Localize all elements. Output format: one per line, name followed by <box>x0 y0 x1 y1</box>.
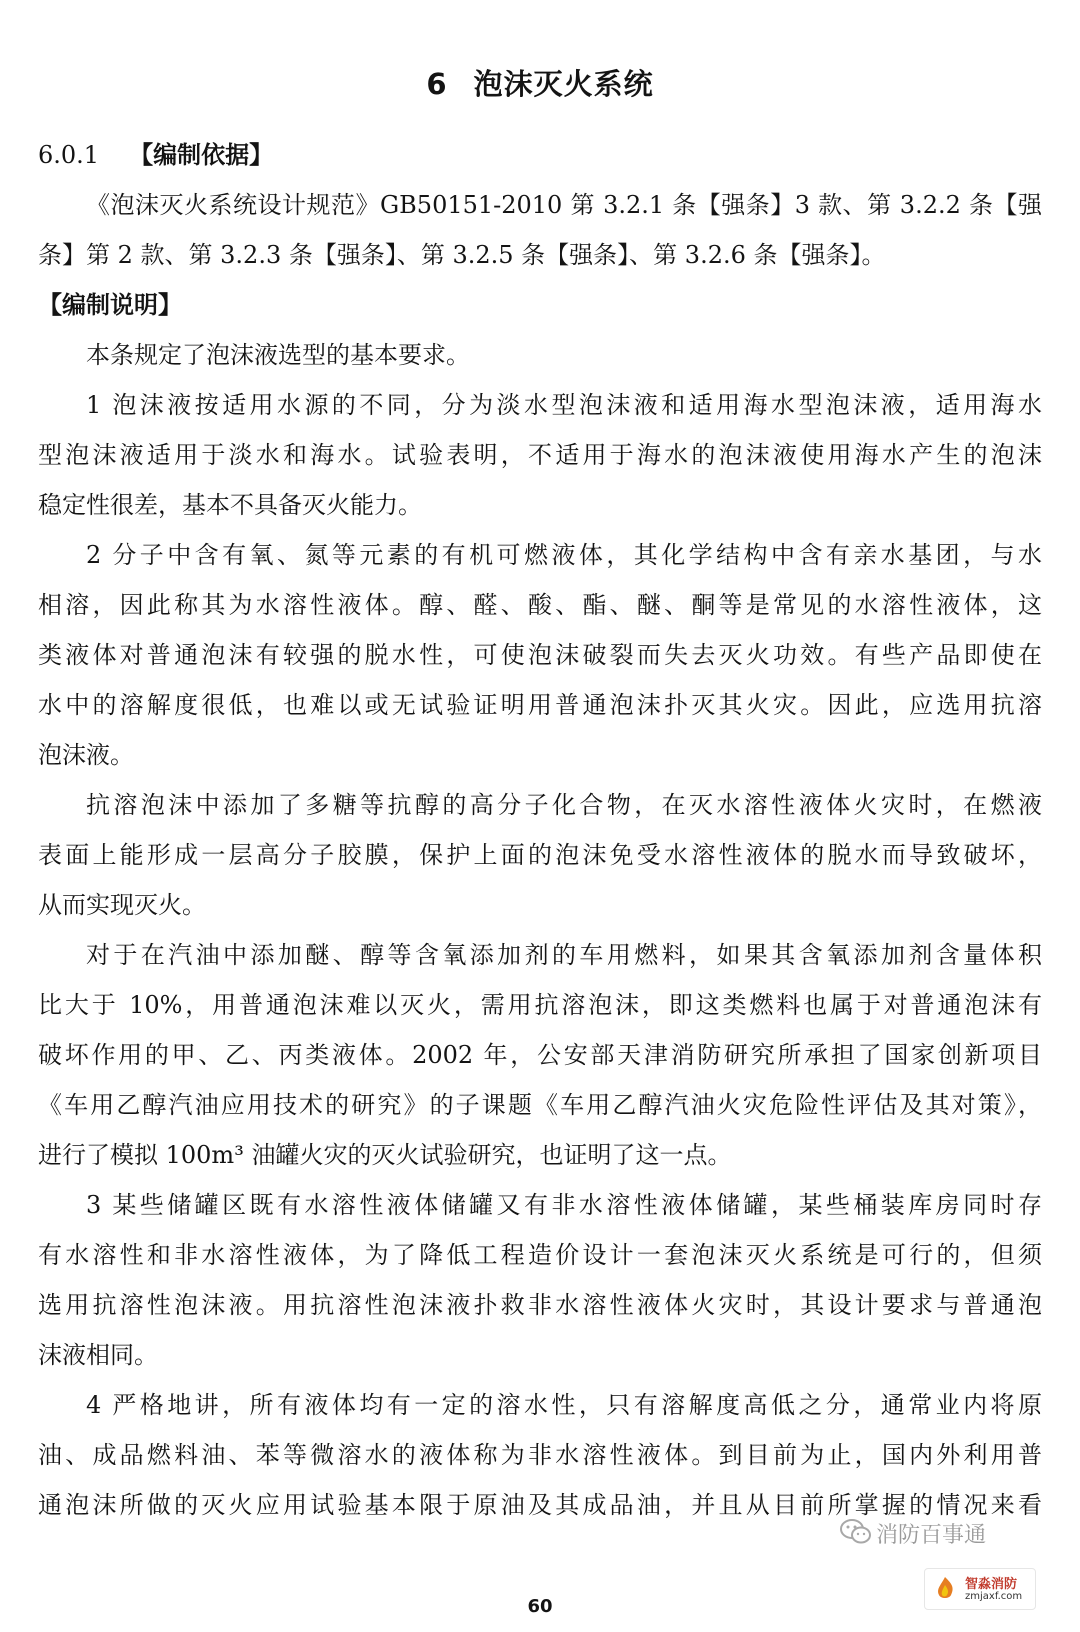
body-line: 对于在汽油中添加醚、醇等含氧添加剂的车用燃料，如果其含氧添加剂含量体积 <box>86 941 1042 969</box>
body-line: 泡沫液。 <box>38 741 134 769</box>
body-line: 1 泡沫液按适用水源的不同，分为淡水型泡沫液和适用海水型泡沫液，适用海水 <box>86 391 1042 419</box>
body-line: 《车用乙醇汽油应用技术的研究》的子课题《车用乙醇汽油火灾危险性评估及其对策》， <box>38 1091 1042 1119</box>
watermark-brand: 消防百事通 <box>876 1523 987 1548</box>
body-line: 4 严格地讲，所有液体均有一定的溶水性，只有溶解度高低之分，通常业内将原 <box>86 1391 1042 1419</box>
wechat-icon <box>840 1518 872 1550</box>
body-line: 通泡沫所做的灭火应用试验基本限于原油及其成品油，并且从目前所掌握的情况来看 <box>38 1491 1042 1519</box>
clause-heading <box>38 140 1042 170</box>
body-line: 沫液相同。 <box>38 1341 158 1369</box>
body-line: 3 某些储罐区既有水溶性液体储罐又有非水溶性液体储罐，某些桶装库房同时存 <box>86 1191 1042 1219</box>
body-line: 水中的溶解度很低，也难以或无试验证明用普通泡沫扑灭其火灾。因此，应选用抗溶 <box>38 691 1042 719</box>
clause-number: 6.0.1 <box>38 141 100 169</box>
chapter-number: 6 <box>426 67 448 101</box>
body-line: 比大于 10%，用普通泡沫难以灭火，需用抗溶泡沫，即这类燃料也属于对普通泡沫有 <box>38 991 1042 1019</box>
body-line: 抗溶泡沫中添加了多糖等抗醇的高分子化合物，在灭水溶性液体火灾时，在燃液 <box>86 791 1042 819</box>
logo-mark-icon <box>929 1575 961 1607</box>
basis-label: 【编制依据】 <box>129 141 274 169</box>
chapter-title <box>0 62 1080 103</box>
body-line: 选用抗溶性泡沫液。用抗溶性泡沫液扑救非水溶性液体火灾时，其设计要求与普通泡 <box>38 1291 1042 1319</box>
logo-name: 智淼消防 <box>965 1577 1018 1592</box>
watermark <box>840 1510 1060 1620</box>
body-line: 相溶，因此称其为水溶性液体。醇、醛、酸、酯、醚、酮等是常见的水溶性液体，这 <box>38 591 1042 619</box>
body-line: 2 分子中含有氧、氮等元素的有机可燃液体，其化学结构中含有亲水基团，与水 <box>86 541 1042 569</box>
page-number: 60 <box>527 1596 553 1617</box>
basis-line: 《泡沫灭火系统设计规范》GB50151-2010 第 3.2.1 条【强条】3 款、第 3.2.2 条【强 <box>86 191 1042 219</box>
body-line: 从而实现灭火。 <box>38 891 206 919</box>
body-line: 进行了模拟 100m³ 油罐火灾的灭火试验研究，也证明了这一点。 <box>38 1141 732 1169</box>
body-line: 破坏作用的甲、乙、丙类液体。2002 年，公安部天津消防研究所承担了国家创新项目 <box>38 1041 1042 1069</box>
body-line: 油、成品燃料油、苯等微溶水的液体称为非水溶性液体。到目前为止，国内外利用普 <box>38 1441 1042 1469</box>
chapter-name: 泡沫灭火系统 <box>473 67 654 101</box>
explain-label: 【编制说明】 <box>38 291 182 319</box>
logo-url: zmjaxf.com <box>965 1591 1023 1602</box>
body-line: 类液体对普通泡沫有较强的脱水性，可使泡沫破裂而失去灭火功效。有些产品即使在 <box>38 641 1042 669</box>
body-line: 有水溶性和非水溶性液体，为了降低工程造价设计一套泡沫灭火系统是可行的，但须 <box>38 1241 1042 1269</box>
body-line: 本条规定了泡沫液选型的基本要求。 <box>86 341 470 369</box>
basis-line: 条】第 2 款、第 3.2.3 条【强条】、第 3.2.5 条【强条】、第 3.2.6 条【强条】。 <box>38 241 886 269</box>
body-line: 型泡沫液适用于淡水和海水。试验表明，不适用于海水的泡沫液使用海水产生的泡沫 <box>38 441 1042 469</box>
logo <box>924 1568 1036 1610</box>
body-line: 稳定性很差，基本不具备灭火能力。 <box>38 491 422 519</box>
body-line: 表面上能形成一层高分子胶膜，保护上面的泡沫免受水溶性液体的脱水而导致破坏， <box>38 841 1042 869</box>
